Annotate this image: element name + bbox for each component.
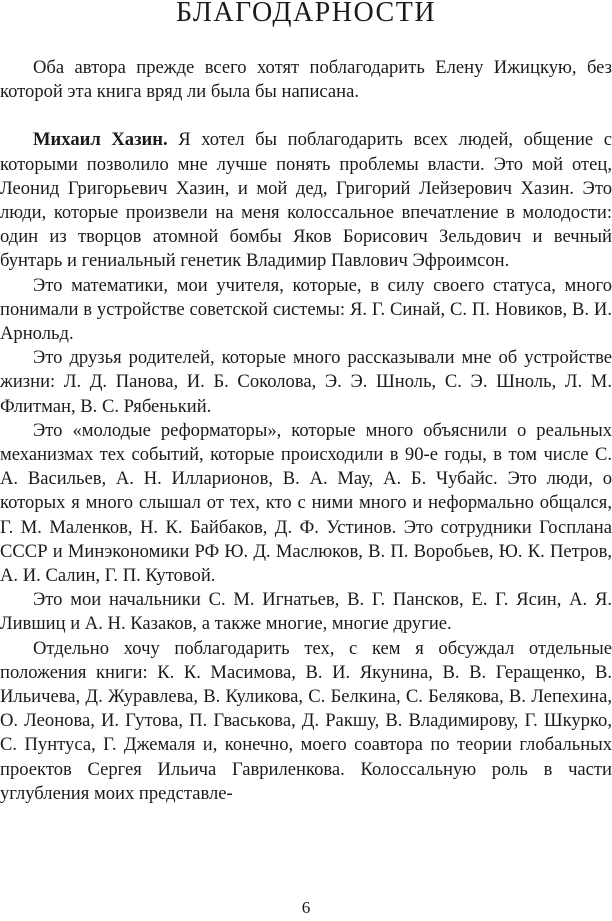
paragraph-discussants (0, 637, 612, 806)
paragraph-mathematicians (0, 274, 612, 347)
paragraph-text: Я хотел бы поблагодарить всех людей, общение с которыми позволило мне лучше понять проблемы власти. Это мой отец, Леонид Григорьевич Хазин, и мой дед, Григорий Лейзерович Хазин. Это люди, которые произвели на меня колоссальное впечатление в молодости: один из творцов атомной бомбы Яков Борисович Зельдович и вечный бунтарь и гениальный генетик Владимир Павлович Эфроимсон. (0, 129, 612, 272)
paragraph-parents-friends (0, 346, 612, 419)
paragraph-text: Это мои начальники С. М. Игнатьев, В. Г. Пансков, Е. Г. Ясин, А. Я. Лившиц и А. Н. Казаков, а также многие, многие другие. (0, 589, 612, 635)
paragraph-text: Это «молодые реформаторы», которые много объяснили о реальных механизмах тех событий, которые происходили в 90-е годы, в том числе С. А. Васильев, А. Н. Илларионов, В. А. Мау, А. Б. Чубайс. Это люди, о которых я много слышал от тех, кто с ними много и неформально общался, Г. М. Маленков, Н. К. Байбаков, Д. Ф. Устинов. Это сотрудники Госплана СССР и Минэкономики РФ Ю. Д. Маслюков, В. П. Воробьев, Ю. К. Петров, А. И. Салин, Г. П. Кутовой. (0, 419, 612, 587)
paragraph-text: Отдельно хочу поблагодарить тех, с кем я обсуждал отдельные положения книги: К. К. Масимова, В. И. Якунина, В. В. Геращенко, В. Ильичева, Д. Журавлева, В. Куликова, С. Белкина, С. Белякова, В. Лепехина, О. Леонова, И. Гутова, П. Гваськова, Д. Ракшу, В. Владимирову, Г. Шкурко, С. Пунтуса, Г. Джемаля и, конечно, моего соавтора по теории глобальных проектов Сергея Ильича Гавриленкова. Колоссальную роль в части углубления моих представле- (0, 637, 612, 804)
paragraph-text: Оба автора прежде всего хотят поблагодарить Елену Ижицкую, без которой эта книга вряд ли была бы написана. (0, 57, 612, 103)
paragraph-reformers (0, 419, 612, 588)
page-number: 6 (301, 898, 311, 917)
page-title: БЛАГОДАРНОСТИ (175, 0, 437, 28)
paragraph-khazin (0, 128, 612, 273)
acknowledgements-text (0, 56, 612, 806)
author-name: Михаил Хазин. (33, 129, 168, 151)
paragraph-bosses (0, 588, 612, 636)
paragraph-text: Это математики, мои учителя, которые, в силу своего статуса, много понимали в устройстве советской системы: Я. Г. Синай, С. П. Новиков, В. И. Арнольд. (0, 274, 612, 345)
paragraph-intro (0, 56, 612, 104)
paragraph-text: Это друзья родителей, которые много рассказывали мне об устройстве жизни: Л. Д. Панова, И. Б. Соколова, Э. Э. Шноль, С. Э. Шноль, Л. М. Флитман, В. С. Рябенький. (0, 347, 612, 417)
